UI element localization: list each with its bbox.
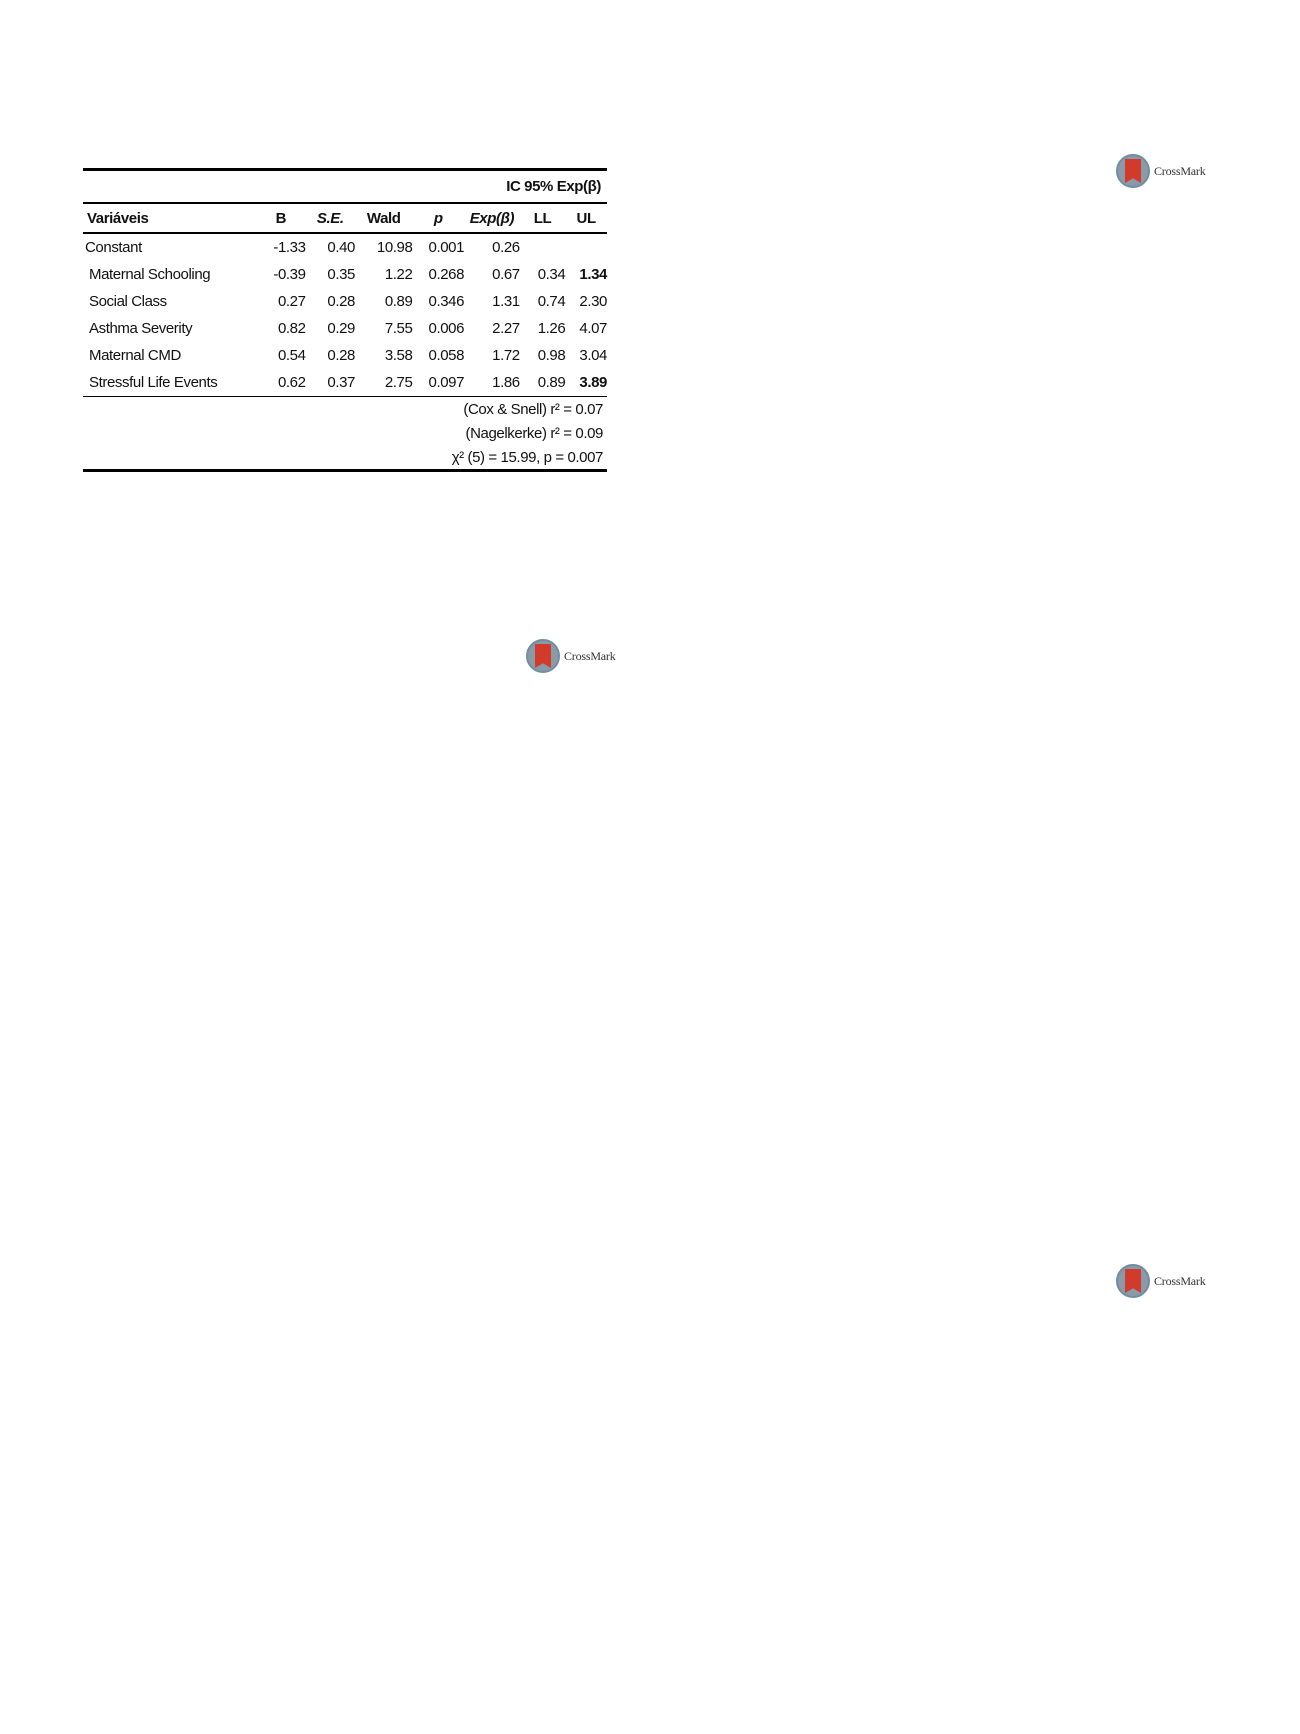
row-label: Asthma Severity xyxy=(89,320,193,337)
cell-wald: 10.98 xyxy=(376,239,413,256)
cell-wald: 3.58 xyxy=(384,347,413,364)
row-label: Social Class xyxy=(89,293,167,310)
cell-ll: 0.98 xyxy=(537,347,566,364)
crossmark-icon xyxy=(1116,154,1150,188)
row-label: Stressful Life Events xyxy=(83,369,256,397)
stat-row xyxy=(83,397,607,422)
cell-ul xyxy=(565,233,607,261)
cell-ul: 1.34 xyxy=(579,266,607,283)
table-row xyxy=(83,233,607,261)
cell-se: 0.35 xyxy=(327,266,356,283)
cell-b: 0.54 xyxy=(277,347,306,364)
ci-header-row xyxy=(83,170,607,204)
cell-ul: 2.30 xyxy=(579,293,607,310)
col-header-ll: LL xyxy=(520,203,566,233)
cell-exp: 0.26 xyxy=(492,239,520,256)
chi-square-stat: χ² (5) = 15.99, p = 0.007 xyxy=(83,445,607,471)
crossmark-label: CrossMark xyxy=(1154,163,1206,178)
col-header-ul: UL xyxy=(565,203,607,233)
stat-row xyxy=(83,445,607,471)
cell-p: 0.006 xyxy=(428,320,465,337)
cell-wald: 0.89 xyxy=(384,293,413,310)
crossmark-badge[interactable] xyxy=(526,639,616,673)
cell-exp: 1.72 xyxy=(492,347,520,364)
col-header-variaveis: Variáveis xyxy=(83,203,256,233)
cell-p: 0.268 xyxy=(428,266,465,283)
cell-p: 0.001 xyxy=(428,239,465,256)
row-label: Maternal CMD xyxy=(89,347,181,364)
cell-ll xyxy=(520,233,566,261)
cell-p: 0.097 xyxy=(412,369,464,397)
crossmark-badge[interactable] xyxy=(1116,1264,1206,1298)
table-row xyxy=(83,261,607,288)
cell-ul: 3.04 xyxy=(579,347,607,364)
cell-wald: 7.55 xyxy=(384,320,413,337)
crossmark-label: CrossMark xyxy=(1154,1273,1206,1288)
table-row xyxy=(83,342,607,369)
cell-b: 0.82 xyxy=(277,320,306,337)
stat-row xyxy=(83,421,607,445)
table-row xyxy=(83,288,607,315)
cell-ul: 4.07 xyxy=(579,320,607,337)
cell-ll: 0.89 xyxy=(520,369,566,397)
cell-wald: 1.22 xyxy=(384,266,413,283)
cell-b: 0.27 xyxy=(277,293,306,310)
regression-table xyxy=(83,168,607,472)
row-label: Maternal Schooling xyxy=(89,266,211,283)
cell-b: -1.33 xyxy=(273,239,306,256)
cell-se: 0.28 xyxy=(327,347,356,364)
col-header-b: B xyxy=(256,203,306,233)
table-row xyxy=(83,369,607,397)
cell-wald: 2.75 xyxy=(355,369,412,397)
col-header-exp: Exp(β) xyxy=(464,203,520,233)
cell-se: 0.28 xyxy=(327,293,356,310)
cell-se: 0.40 xyxy=(327,239,356,256)
cell-ul: 3.89 xyxy=(565,369,607,397)
col-header-se: S.E. xyxy=(306,203,355,233)
col-header-wald: Wald xyxy=(355,203,412,233)
cell-exp: 0.67 xyxy=(492,266,520,283)
ci-header: IC 95% Exp(β) xyxy=(83,170,607,204)
cox-snell-stat: (Cox & Snell) r² = 0.07 xyxy=(463,400,603,418)
cell-ll: 0.74 xyxy=(537,293,566,310)
cell-b: 0.62 xyxy=(256,369,306,397)
row-label: Constant xyxy=(85,239,142,256)
cell-p: 0.346 xyxy=(428,293,465,310)
nagelkerke-stat: (Nagelkerke) r² = 0.09 xyxy=(465,424,603,442)
crossmark-icon xyxy=(526,639,560,673)
table-header-row xyxy=(83,203,607,233)
table-row xyxy=(83,315,607,342)
crossmark-label: CrossMark xyxy=(564,648,616,663)
cell-ll: 0.34 xyxy=(537,266,566,283)
cell-b: -0.39 xyxy=(273,266,306,283)
cell-ll: 1.26 xyxy=(537,320,566,337)
col-header-p: p xyxy=(412,203,464,233)
cell-p: 0.058 xyxy=(428,347,465,364)
crossmark-badge[interactable] xyxy=(1116,154,1206,188)
crossmark-icon xyxy=(1116,1264,1150,1298)
cell-se: 0.37 xyxy=(306,369,355,397)
cell-exp: 1.86 xyxy=(464,369,520,397)
cell-se: 0.29 xyxy=(327,320,356,337)
cell-exp: 1.31 xyxy=(492,293,520,310)
cell-exp: 2.27 xyxy=(492,320,520,337)
